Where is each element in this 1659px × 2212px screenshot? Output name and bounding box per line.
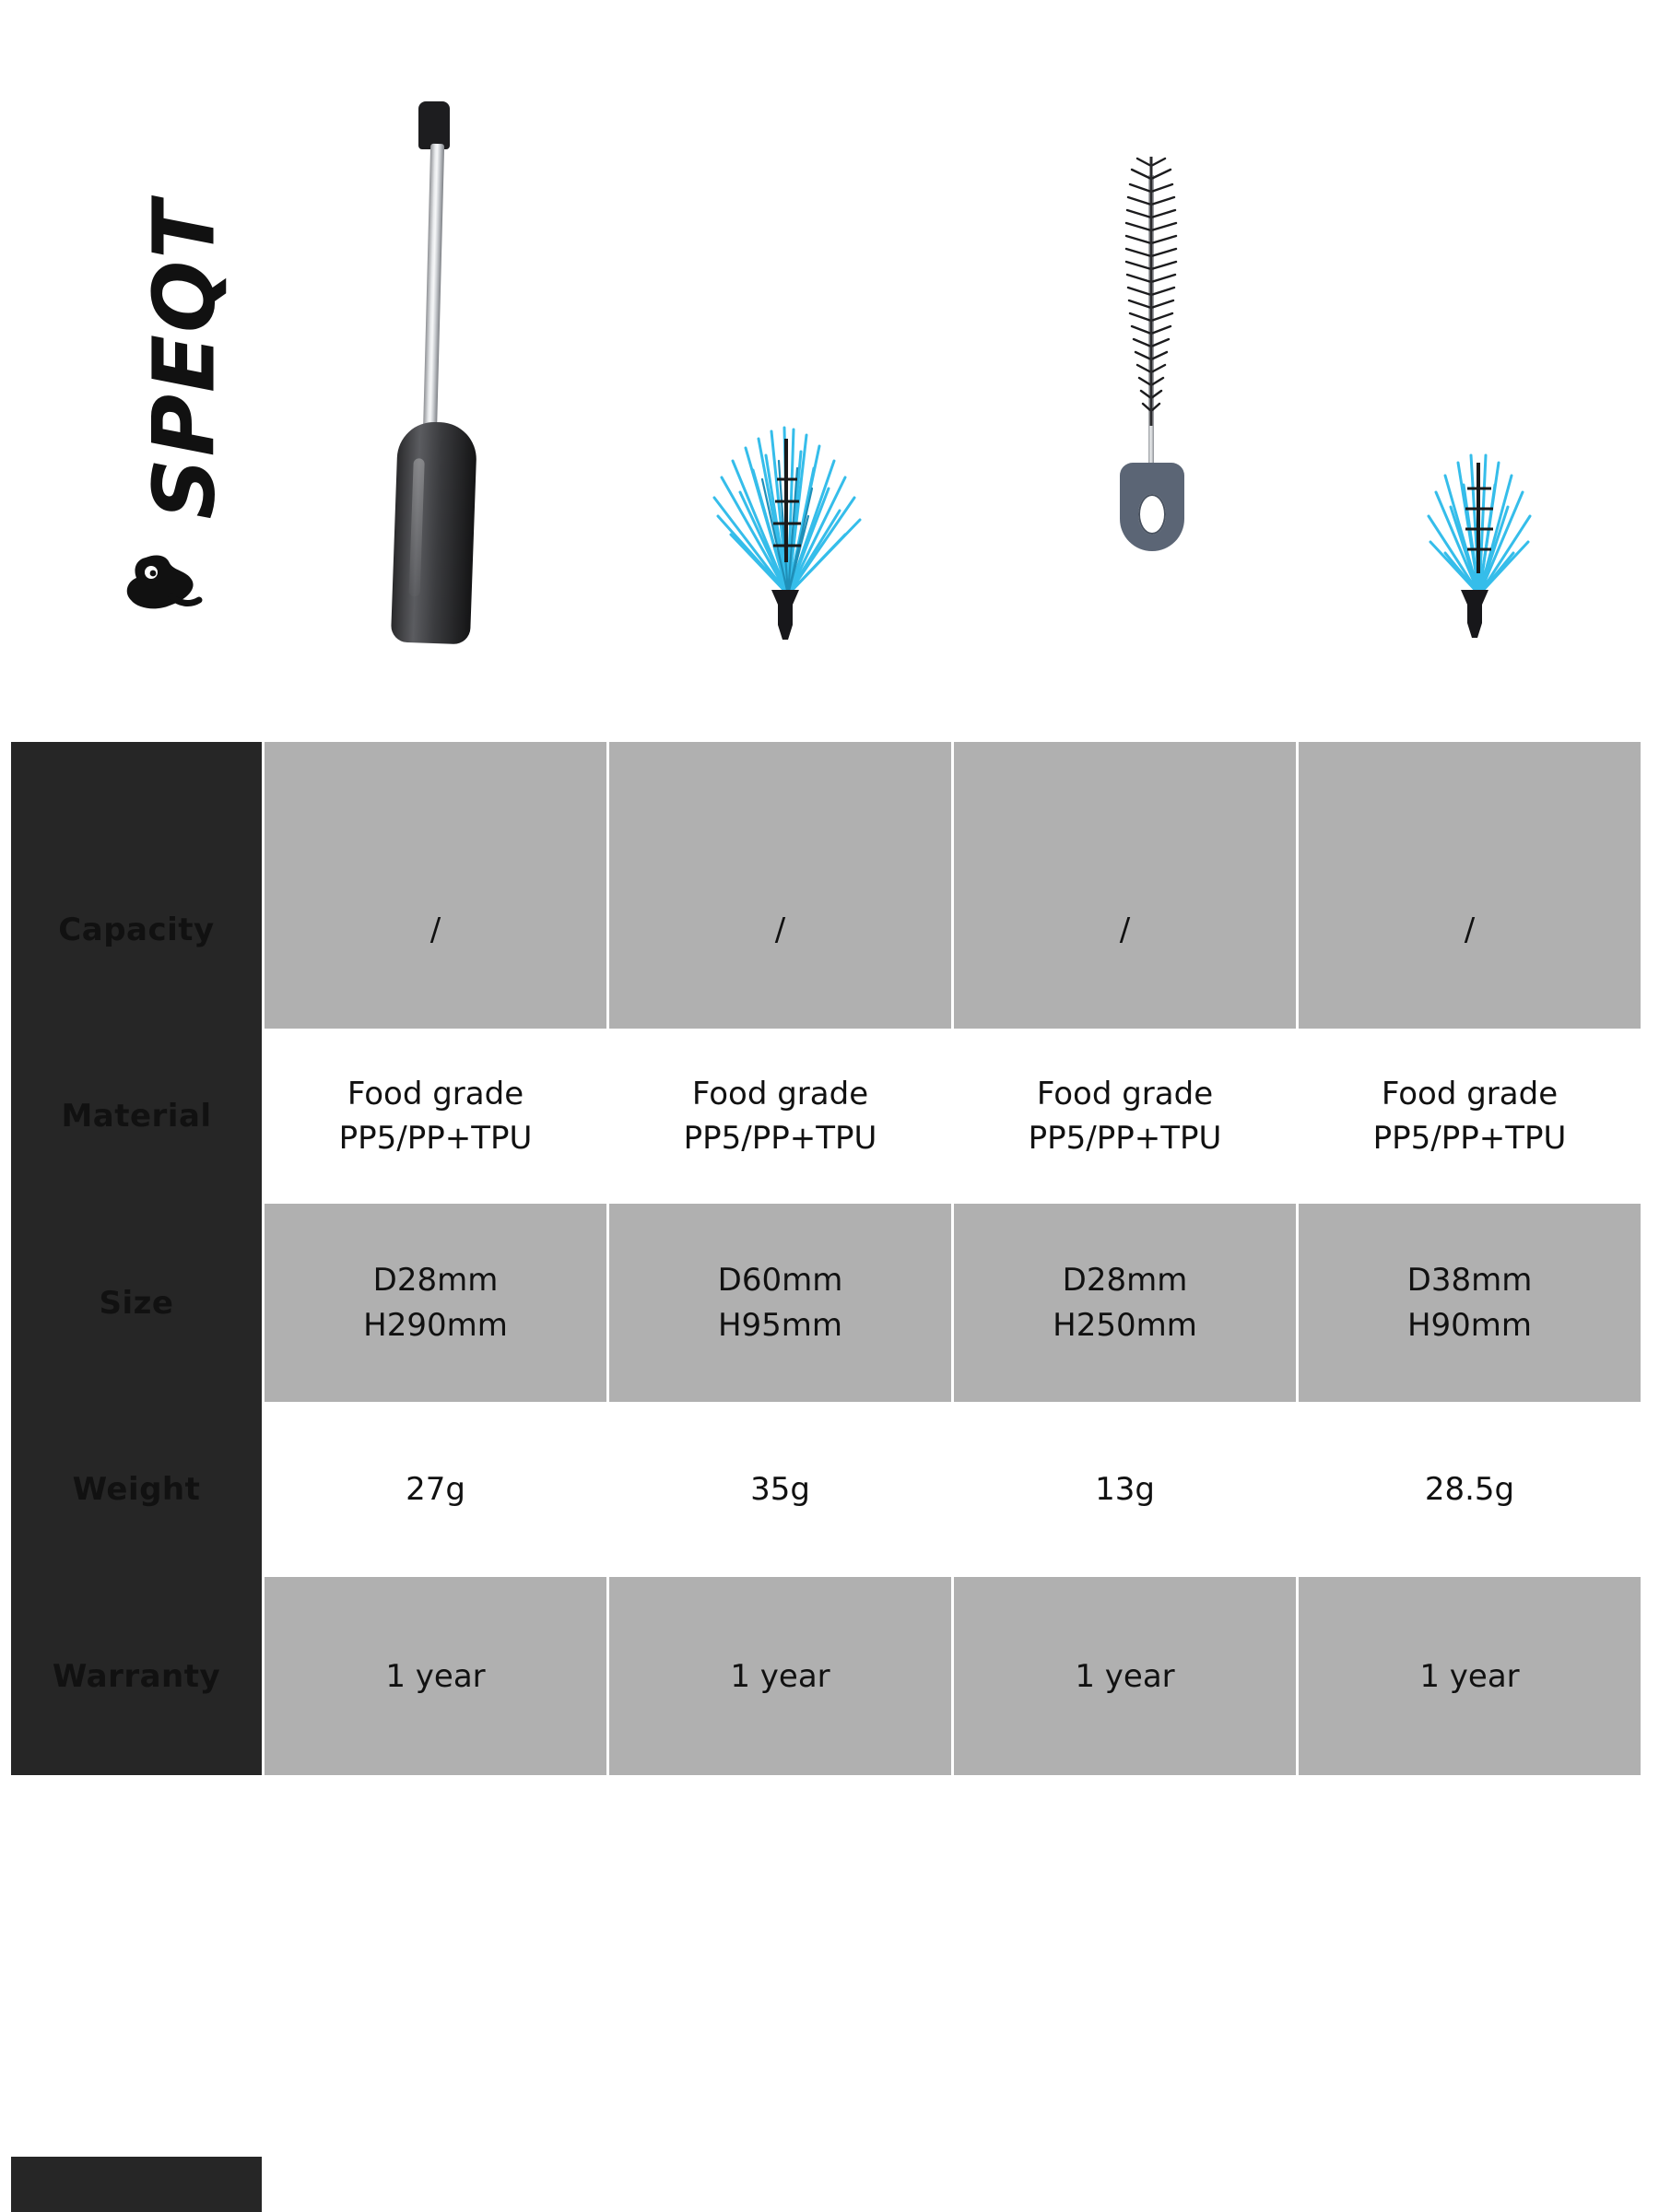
product-image-straw-brush-icon	[1097, 138, 1217, 654]
product-image-wide-blue-brush-head-icon	[696, 424, 880, 654]
table-row	[11, 1402, 1642, 1577]
cell-material-4-line1: Food grade	[1381, 1075, 1559, 1112]
cell-size-2	[608, 1204, 953, 1402]
cell-material-2-line2: PP5/PP+TPU	[683, 1120, 877, 1157]
cell-capacity-2: /	[608, 830, 953, 1029]
cell-material-1	[264, 1029, 608, 1204]
brush-handle-loop-icon	[1120, 463, 1184, 551]
product-image-small-blue-brush-head-icon	[1401, 452, 1558, 654]
cell-size-4-line2: H90mm	[1406, 1306, 1533, 1344]
cell-material-4-line2: PP5/PP+TPU	[1372, 1120, 1567, 1157]
table-header-col-4	[1298, 742, 1642, 830]
table-row	[11, 1577, 1642, 1775]
cell-size-1-line2: H290mm	[363, 1306, 508, 1344]
cell-weight-2: 35g	[608, 1402, 953, 1577]
cell-capacity-4: /	[1298, 830, 1642, 1029]
row-label-size: Size	[11, 1204, 264, 1402]
cell-warranty-3: 1 year	[953, 1577, 1298, 1775]
table-header-col-1	[264, 742, 608, 830]
cell-material-3-line2: PP5/PP+TPU	[1028, 1120, 1222, 1157]
table-row	[11, 1029, 1642, 1204]
straw-bristles-icon	[1115, 157, 1187, 433]
cell-size-3	[953, 1204, 1298, 1402]
cell-size-1	[264, 1204, 608, 1402]
table-header-col-2	[608, 742, 953, 830]
brush-rod-icon	[423, 144, 444, 437]
row-label-warranty: Warranty	[11, 1577, 264, 1775]
cell-weight-1: 27g	[264, 1402, 608, 1577]
cell-weight-4: 28.5g	[1298, 1402, 1642, 1577]
mascot-icon	[118, 539, 210, 622]
cell-material-3-line1: Food grade	[1036, 1075, 1214, 1112]
cell-material-1-line2: PP5/PP+TPU	[338, 1120, 533, 1157]
cell-warranty-1: 1 year	[264, 1577, 608, 1775]
product-image-strip	[0, 0, 1659, 737]
row-label-material: Material	[11, 1029, 264, 1204]
blue-bristles-icon	[705, 424, 871, 599]
brush-stem-icon	[768, 588, 803, 643]
table-row	[11, 1204, 1642, 1402]
row-label-capacity: Capacity	[11, 830, 264, 1029]
brush-stem-small-icon	[1458, 588, 1491, 641]
cell-material-2	[608, 1029, 953, 1204]
cell-capacity-3: /	[953, 830, 1298, 1029]
table-row	[11, 830, 1642, 1029]
table-header-row	[11, 742, 1642, 830]
brush-cap-icon	[418, 101, 450, 149]
cell-size-4	[1298, 1204, 1642, 1402]
cell-material-3	[953, 1029, 1298, 1204]
product-image-long-handle-bottle-brush-icon	[350, 101, 516, 654]
cell-size-2-line2: H95mm	[717, 1306, 843, 1344]
cell-material-2-line1: Food grade	[691, 1075, 869, 1112]
cell-size-3-line2: H250mm	[1053, 1306, 1197, 1344]
table-header-col-3	[953, 742, 1298, 830]
blue-bristles-small-icon	[1418, 452, 1541, 599]
brush-grip-icon	[391, 421, 477, 645]
cell-size-4-line1: D38mm	[1406, 1262, 1533, 1300]
cell-size-1-line1: D28mm	[372, 1262, 499, 1300]
cell-material-4	[1298, 1029, 1642, 1204]
specification-table	[11, 742, 1633, 1775]
cell-capacity-1: /	[264, 830, 608, 1029]
cell-warranty-2: 1 year	[608, 1577, 953, 1775]
cell-size-2-line1: D60mm	[717, 1262, 843, 1300]
cell-material-1-line1: Food grade	[347, 1075, 524, 1112]
table-footer-fill	[11, 2157, 262, 2212]
cell-warranty-4: 1 year	[1298, 1577, 1642, 1775]
table-header-blank	[11, 742, 264, 830]
cell-weight-3: 13g	[953, 1402, 1298, 1577]
row-label-weight: Weight	[11, 1402, 264, 1577]
cell-size-3-line1: D28mm	[1062, 1262, 1188, 1300]
brand-logo	[101, 120, 234, 618]
brand-wordmark: SPEQT	[135, 199, 234, 520]
